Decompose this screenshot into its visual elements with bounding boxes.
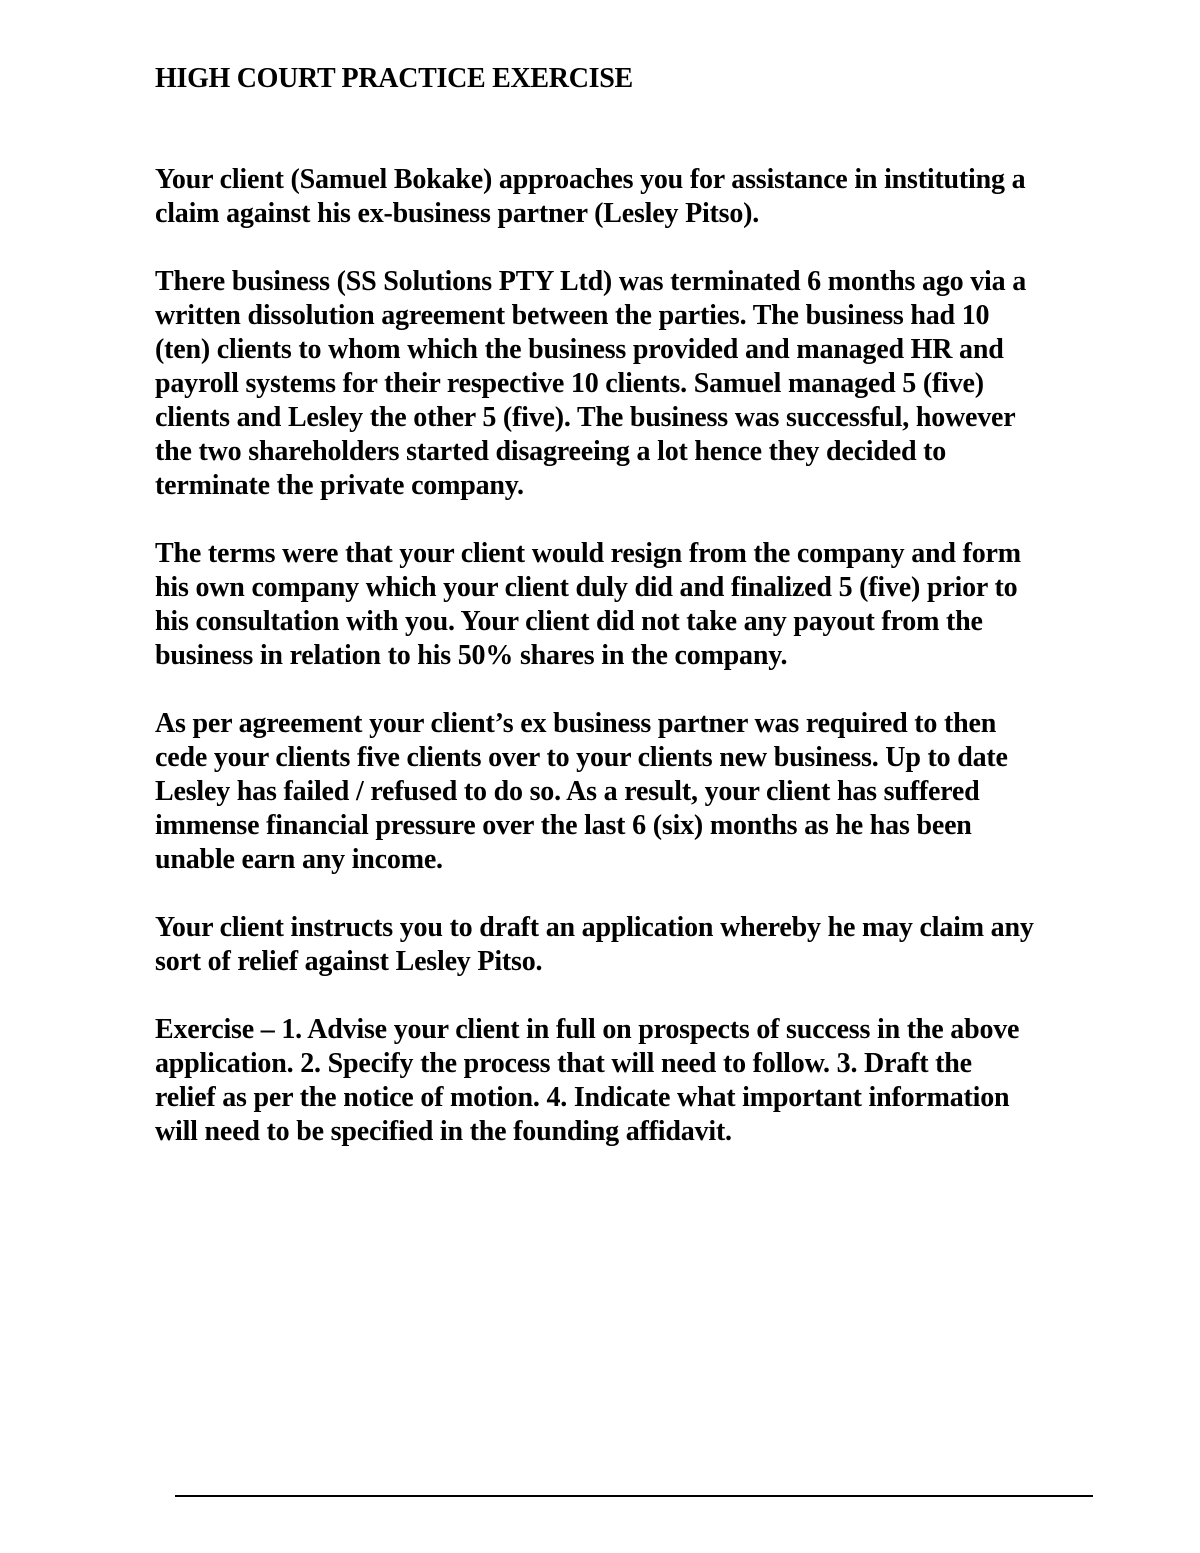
paragraph-line: The terms were that your client would resign from the company and form bbox=[155, 538, 1021, 569]
paragraph-line: unable earn any income. bbox=[155, 844, 443, 875]
paragraph-line: terminate the private company. bbox=[155, 470, 524, 501]
paragraph-line: payroll systems for their respective 10 clients. Samuel managed 5 (five) bbox=[155, 368, 984, 399]
paragraph-line: the two shareholders started disagreeing a lot hence they decided to bbox=[155, 436, 947, 467]
paragraph-line: There business (SS Solutions PTY Ltd) was terminated 6 months ago via a bbox=[155, 266, 1027, 297]
paragraph-breach-of-agreement bbox=[155, 707, 1115, 877]
paragraph-exercise-questions bbox=[155, 1013, 1115, 1149]
paragraph-line: clients and Lesley the other 5 (five). The business was successful, however bbox=[155, 402, 1016, 433]
paragraph-line: business in relation to his 50% shares in the company. bbox=[155, 640, 788, 671]
paragraph-line: Lesley has failed / refused to do so. As a result, your client has suffered bbox=[155, 776, 980, 807]
footer-divider bbox=[175, 1495, 1093, 1497]
paragraph-client-introduction bbox=[155, 163, 1115, 231]
paragraph-client-instructions bbox=[155, 911, 1115, 979]
paragraph-line: relief as per the notice of motion. 4. Indicate what important information bbox=[155, 1082, 1010, 1113]
paragraph-line: his own company which your client duly did and finalized 5 (five) prior to bbox=[155, 572, 1018, 603]
paragraph-line: immense financial pressure over the last 6 (six) months as he has been bbox=[155, 810, 972, 841]
paragraph-line: Exercise – 1. Advise your client in full on prospects of success in the above bbox=[155, 1014, 1020, 1045]
paragraph-line: cede your clients five clients over to your clients new business. Up to date bbox=[155, 742, 1008, 773]
paragraph-line: sort of relief against Lesley Pitso. bbox=[155, 946, 543, 977]
paragraph-line: written dissolution agreement between the parties. The business had 10 bbox=[155, 300, 990, 331]
paragraph-line: his consultation with you. Your client did not take any payout from the bbox=[155, 606, 983, 637]
paragraph-line: Your client (Samuel Bokake) approaches you for assistance in instituting a bbox=[155, 164, 1026, 195]
paragraph-line: Your client instructs you to draft an application whereby he may claim any bbox=[155, 912, 1034, 943]
paragraph-line: As per agreement your client’s ex business partner was required to then bbox=[155, 708, 997, 739]
paragraph-line: (ten) clients to whom which the business provided and managed HR and bbox=[155, 334, 1004, 365]
paragraph-line: will need to be specified in the founding affidavit. bbox=[155, 1116, 732, 1147]
paragraph-agreement-terms bbox=[155, 537, 1115, 673]
paragraph-line: claim against his ex-business partner (Lesley Pitso). bbox=[155, 198, 760, 229]
paragraph-business-background bbox=[155, 265, 1115, 503]
paragraph-line: application. 2. Specify the process that will need to follow. 3. Draft the bbox=[155, 1048, 972, 1079]
document-title: HIGH COURT PRACTICE EXERCISE bbox=[155, 63, 633, 94]
